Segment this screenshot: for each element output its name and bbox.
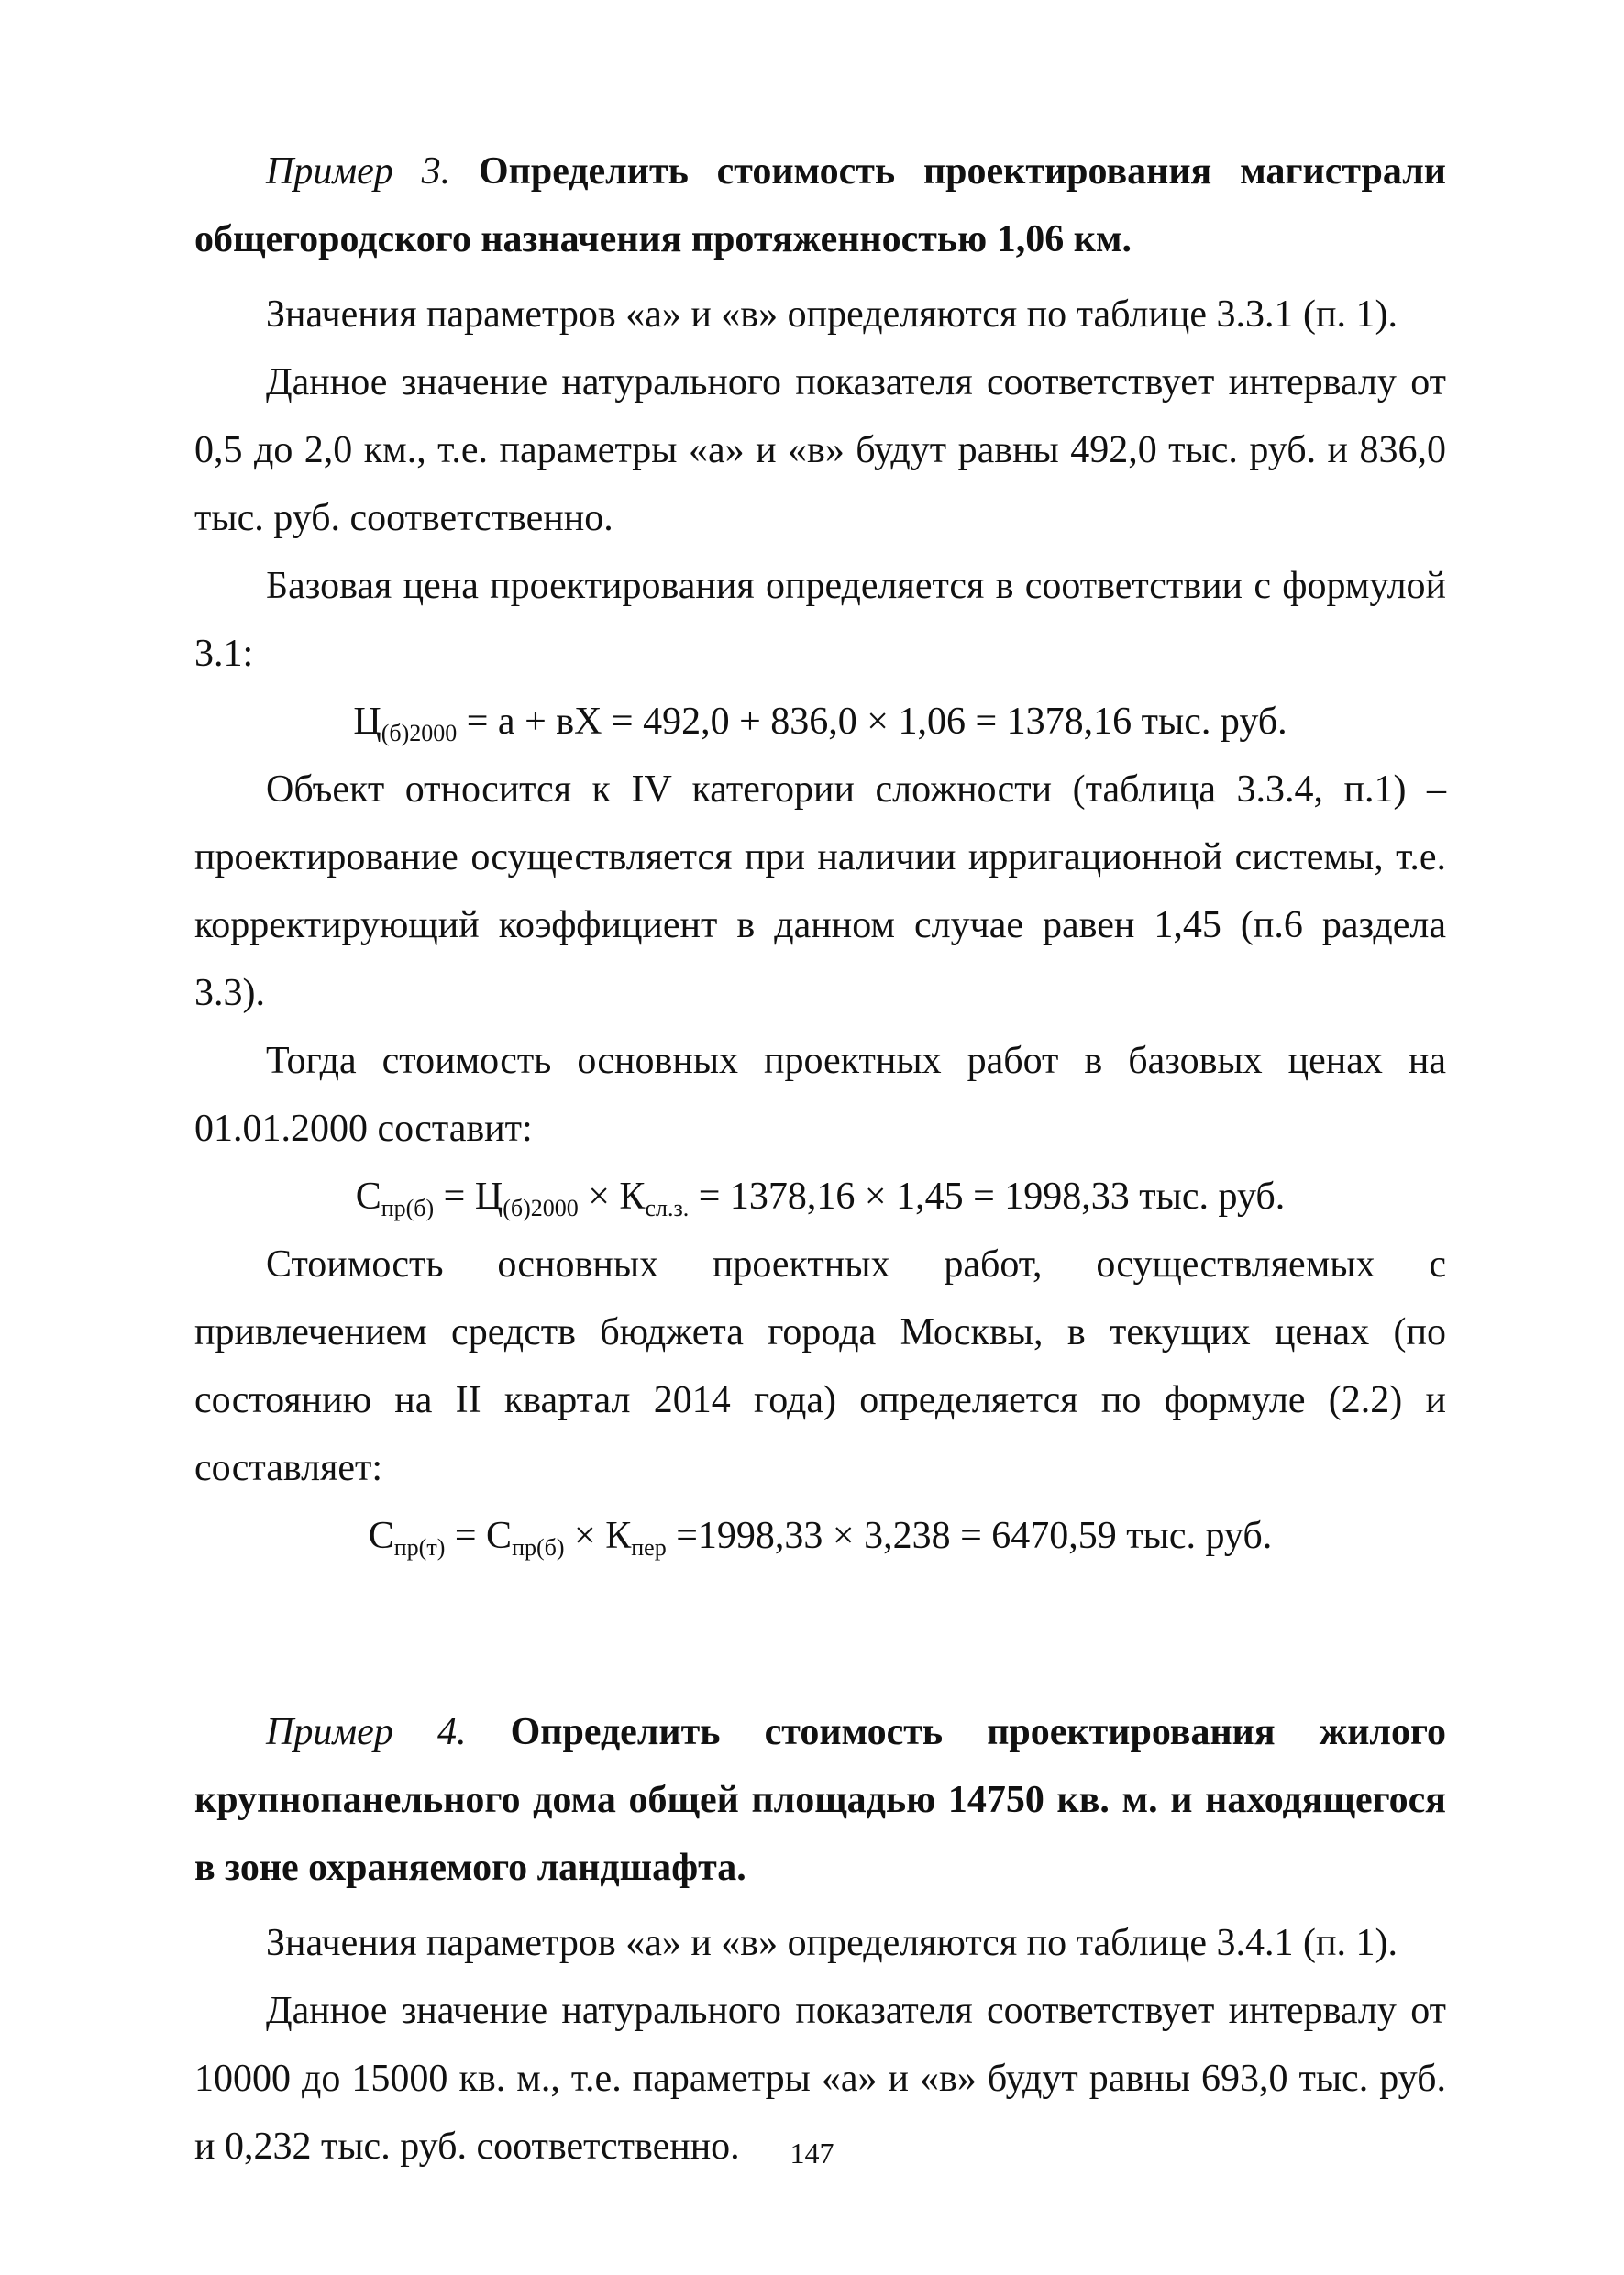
example-4-title: Определить стоимость проектирования жилого крупнопанельного дома общей площадью 14750 кв. м. и находящегося в зоне охраняемого ландшафта. — [194, 1711, 1446, 1889]
example-4-paragraph-2: Данное значение натурального показателя соответствует интервалу от 10000 до 15000 кв. м., т.е. параметры «а» и «в» будут равны 693,0 тыс. руб. и 0,232 тыс. руб. соответственно. — [194, 1990, 1446, 2168]
document-page — [194, 138, 1446, 2181]
formula-project-cost-current: $С_{пр(т)} = С_{пр(б)} \times К_{пер} =1998,33 \times 3,238 = 6470,59$ тыс. руб. — [368, 1515, 1273, 1561]
example-4-label: Пример 4. — [266, 1711, 467, 1753]
formula-base-price: $Ц_{(б)2000} = а$ + вХ = 492,0 + 836,0 × 1,06 = 1378,16 тыс. руб. — [353, 701, 1287, 746]
example-3-paragraph-2: Данное значение натурального показателя соответствует интервалу от 0,5 до 2,0 км., т.е. параметры «а» и «в» будут равны 492,0 тыс. руб. и 836,0 тыс. руб. соответственно. — [194, 361, 1446, 539]
example-3-paragraph-4: Объект относится к IV категории сложности (таблица 3.3.4, п.1) – проектирование осуществляется при наличии ирригационной системы, т.е. корректирующий коэффициент в данном случае равен 1,45 (п.6 раздела 3.3). — [194, 768, 1446, 1014]
page-number: 147 — [790, 2137, 834, 2170]
section-spacer — [194, 1570, 1446, 1698]
example-3-paragraph-5: Тогда стоимость основных проектных работ в базовых ценах на 01.01.2000 составит: — [194, 1040, 1446, 1150]
example-4-heading — [194, 1698, 1446, 1902]
example-4-paragraph-1: Значения параметров «а» и «в» определяются по таблице 3.4.1 (п. 1). — [266, 1922, 1398, 1964]
formula-project-cost-base: $С_{пр(б)} = Ц_{(б)2000} \times К_{сл.з.} = 1378,16 \times 1,45 = 1998,33$ тыс. руб. — [355, 1176, 1286, 1221]
example-3-paragraph-3: Базовая цена проектирования определяется в соответствии с формулой 3.1: — [194, 565, 1446, 675]
example-3-title: Определить стоимость проектирования магистрали общегородского назначения протяженностью 1,06 км. — [194, 150, 1446, 260]
example-3-label: Пример 3. — [266, 150, 451, 193]
example-3-heading — [194, 138, 1446, 273]
example-3-paragraph-1: Значения параметров «а» и «в» определяются по таблице 3.3.1 (п. 1). — [266, 293, 1398, 336]
example-3-paragraph-6: Стоимость основных проектных работ, осуществляемых с привлечением средств бюджета города Москвы, в текущих ценах (по состоянию на II квартал 2014 года) определяется по формуле (2.2) и составляет: — [194, 1243, 1446, 1489]
